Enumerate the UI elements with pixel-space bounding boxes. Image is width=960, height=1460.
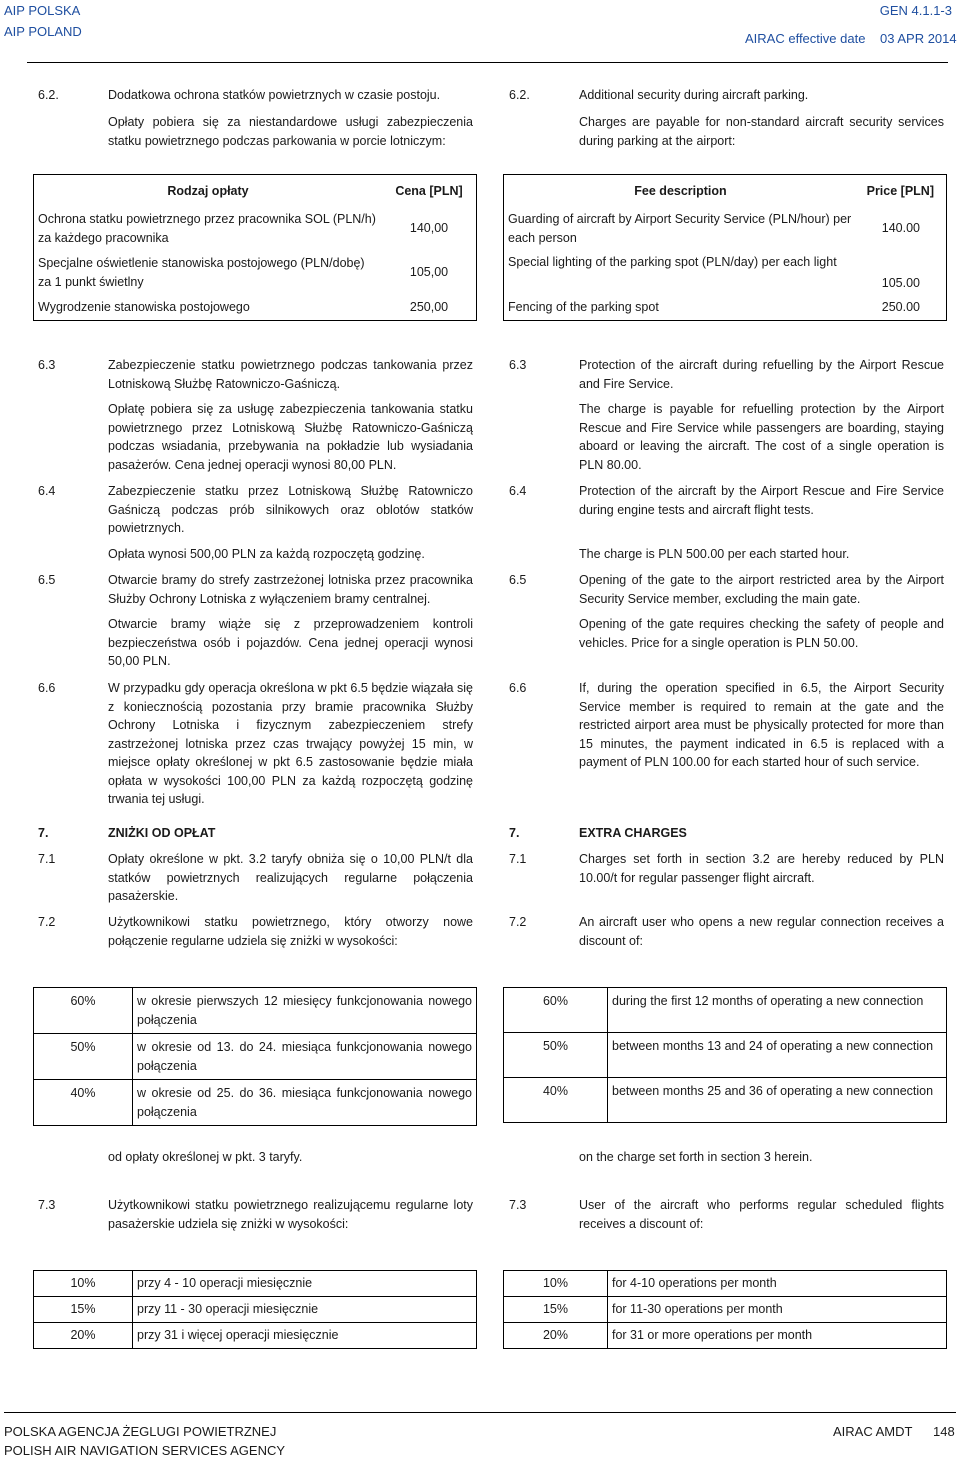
section-heading: EXTRA CHARGES <box>579 826 687 840</box>
discount-description: w okresie od 25. do 36. miesiąca funkcjonowania nowego połączenia <box>133 1080 477 1126</box>
fee-table-en <box>503 174 947 321</box>
section-7-pl <box>38 824 473 948</box>
section-title: Additional security during aircraft parking. <box>579 88 809 102</box>
section-title: Protection of the aircraft by the Airport Rescue and Fire Service during engine tests and aircraft flight tests. <box>579 484 944 517</box>
discount-description: przy 4 - 10 operacji miesięcznie <box>133 1271 477 1297</box>
discount-percent: 15% <box>504 1297 608 1323</box>
discount-percent: 20% <box>504 1323 608 1349</box>
discount-description: for 31 or more operations per month <box>608 1323 947 1349</box>
section-title: Zabezpieczenie statku przez Lotniskową Służbę Ratowniczo Gaśniczą podczas prób silnikowych oraz oblotów statków powietrznych. <box>108 484 473 535</box>
section-title: Zabezpieczenie statku powietrznego podczas tankowania przez Lotniskową Służbę Ratowniczo-Gaśniczą. <box>108 358 473 391</box>
fee-name: Specjalne oświetlenie stanowiska postojowego (PLN/dobę) za 1 punkt świetlny <box>38 256 365 289</box>
fee-price: 250,00 <box>409 300 449 314</box>
fee-price: 105.00 <box>881 276 920 290</box>
section-number: 6.3 <box>509 358 527 372</box>
fee-price: 105,00 <box>409 265 449 280</box>
section-number: 7.2 <box>509 915 527 929</box>
discount-description: during the first 12 months of operating a new connection <box>608 988 947 1033</box>
discount-table-new-connection-en <box>503 987 947 1123</box>
discount-note: on the charge set forth in section 3 herein. <box>579 1150 813 1164</box>
fee-header-type: Rodzaj opłaty <box>167 183 249 198</box>
discount-percent: 20% <box>34 1323 133 1349</box>
section-number: 7.1 <box>38 852 56 866</box>
section-number: 7. <box>38 826 49 840</box>
section-6-2-en <box>509 86 944 146</box>
section-number: 7. <box>509 826 520 840</box>
discount-percent: 40% <box>34 1080 133 1126</box>
discount-percent: 50% <box>34 1034 133 1080</box>
section-number: 6.6 <box>509 681 527 695</box>
discount-percent: 40% <box>504 1078 608 1123</box>
section-7-en <box>509 824 944 948</box>
footer-rule <box>4 1412 956 1413</box>
section-heading: ZNIŻKI OD OPŁAT <box>108 826 216 840</box>
section-7-3-en <box>509 1148 944 1238</box>
discount-note: od opłaty określonej w pkt. 3 taryfy. <box>108 1150 303 1164</box>
footer-page-number: 148 <box>933 1424 955 1439</box>
section-number: 6.5 <box>38 573 56 587</box>
fee-table-pl <box>33 174 477 321</box>
discount-description: between months 25 and 36 of operating a new connection <box>608 1078 947 1123</box>
section-text: Opening of the gate requires checking the safety of people and vehicles. Price for a single operation is PLN 50.00. <box>579 617 944 650</box>
section-text: User of the aircraft who performs regular scheduled flights receives a discount of: <box>579 1198 944 1231</box>
section-text: The charge is PLN 500.00 per each started hour. <box>579 547 850 561</box>
footer-agency-en: POLISH AIR NAVIGATION SERVICES AGENCY <box>4 1443 286 1458</box>
section-number: 6.6 <box>38 681 56 695</box>
discount-percent: 10% <box>34 1271 133 1297</box>
fee-name: Ochrona statku powietrznego przez pracownika SOL (PLN/h) za każdego pracownika <box>38 212 376 245</box>
fee-header-price: Price [PLN] <box>866 183 934 198</box>
section-text: Otwarcie bramy wiąże się z przeprowadzeniem kontroli bezpieczeństwa osób i pojazdów. Cena jednej operacji wynosi 50,00 PLN. <box>108 617 473 668</box>
section-number: 7.3 <box>509 1198 527 1212</box>
section-title: Protection of the aircraft during refuelling by the Airport Rescue and Fire Service. <box>579 358 944 391</box>
section-number: 6.5 <box>509 573 527 587</box>
discount-percent: 60% <box>34 988 133 1034</box>
header-effective-date: 03 APR 2014 <box>880 31 957 46</box>
discount-description: w okresie pierwszych 12 miesięcy funkcjonowania nowego połączenia <box>133 988 477 1034</box>
section-text: Opłaty określone w pkt. 3.2 taryfy obniża się o 10,00 PLN/t dla statków powietrznych realizujących regularne połączenia pasażerskie. <box>108 852 473 903</box>
section-text: The charge is payable for refuelling protection by the Airport Rescue and Fire Service while passengers are boarding, staying aboard or leaving the aircraft. The cost of a single operation is PLN 80.00. <box>579 402 944 472</box>
fee-name: Special lighting of the parking spot (PLN/day) per each light <box>508 254 837 269</box>
section-text: Opłatę pobiera się za usługę zabezpieczenia tankowania statku powietrznego przez Lotniskową Służbę Ratowniczo-Gaśniczą podczas wsiadania, przebywania na pokładzie lub wysiadania pasażerów. Cena jednej operacji wynosi 80,00 PLN. <box>108 402 473 472</box>
section-number: 6.4 <box>38 484 56 498</box>
header-aip-polska: AIP POLSKA <box>4 3 81 18</box>
discount-percent: 60% <box>504 988 608 1033</box>
discount-description: between months 13 and 24 of operating a new connection <box>608 1033 947 1078</box>
fee-price: 140,00 <box>409 221 449 236</box>
footer-agency-pl: POLSKA AGENCJA ŻEGLUGI POWIETRZNEJ <box>4 1424 277 1439</box>
section-7-3-pl <box>38 1148 473 1238</box>
fee-header-description: Fee description <box>634 183 727 198</box>
section-text: Użytkownikowi statku powietrznego, który otworzy nowe połączenie regularne udziela się zniżki w wysokości: <box>108 915 473 948</box>
section-number: 7.3 <box>38 1198 56 1212</box>
section-text: If, during the operation specified in 6.5, the Airport Security Service member is required to remain at the gate and the restricted airport area must be physically protected for more than 15 minutes, the payment indicated in 6.5 is replaced with a payment of PLN 100.00 for each started hour of such service. <box>579 681 944 769</box>
discount-percent: 15% <box>34 1297 133 1323</box>
section-text: Opłaty pobiera się za niestandardowe usługi zabezpieczenia statku powietrznego podczas parkowania w porcie lotniczym: <box>108 115 473 148</box>
section-number: 6.4 <box>509 484 527 498</box>
section-text: An aircraft user who opens a new regular connection receives a discount of: <box>579 915 944 948</box>
section-number: 6.2. <box>509 88 530 102</box>
fee-header-price: Cena [PLN] <box>395 183 463 198</box>
discount-table-regular-flights-en <box>503 1270 947 1349</box>
header-page-ref: GEN 4.1.1-3 <box>879 3 952 18</box>
section-number: 7.1 <box>509 852 527 866</box>
discount-description: for 4-10 operations per month <box>608 1271 947 1297</box>
fee-price: 140.00 <box>881 221 920 236</box>
discount-description: for 11-30 operations per month <box>608 1297 947 1323</box>
fee-name: Wygrodzenie stanowiska postojowego <box>38 300 250 314</box>
section-text: Charges are payable for non-standard aircraft security services during parking at the airport: <box>579 115 944 148</box>
header-aip-poland: AIP POLAND <box>4 24 82 39</box>
section-title: Opening of the gate to the airport restricted area by the Airport Security Service member, excluding the main gate. <box>579 573 944 606</box>
fee-name: Guarding of aircraft by Airport Security Service (PLN/hour) per each person <box>508 212 852 245</box>
section-title: Dodatkowa ochrona statków powietrznych w czasie postoju. <box>108 88 441 102</box>
section-number: 6.3 <box>38 358 56 372</box>
section-number: 7.2 <box>38 915 56 929</box>
discount-table-new-connection-pl <box>33 987 477 1126</box>
discount-description: przy 11 - 30 operacji miesięcznie <box>133 1297 477 1323</box>
discount-table-regular-flights-pl <box>33 1270 477 1349</box>
section-text: W przypadku gdy operacja określona w pkt 6.5 będzie wiązała się z koniecznością pozostania przy bramie pracownika Służby Ochrony Lotniska i fizycznym zabezpieczeniem strefy zastrzeżonej lotniska przez czas trwający powyżej 15 min, w miejsce opłaty określonej w pkt 6.5 zastosowanie będzie miała opłata w wysokości 100,00 PLN za każdą rozpoczętą godzinę trwania tej usługi. <box>108 681 473 806</box>
header-effective-label: AIRAC effective date <box>745 31 866 46</box>
section-title: Otwarcie bramy do strefy zastrzeżonej lotniska przez pracownika Służby Ochrony Lotniska z wyłączeniem bramy centralnej. <box>108 573 473 606</box>
section-text: Charges set forth in section 3.2 are hereby reduced by PLN 10.00/t for regular passenger flight aircraft. <box>579 852 944 885</box>
sections-6-3-6-6-en <box>509 356 944 796</box>
discount-percent: 50% <box>504 1033 608 1078</box>
discount-description: przy 31 i więcej operacji miesięcznie <box>133 1323 477 1349</box>
sections-6-3-6-6-pl <box>38 356 473 806</box>
section-text: Opłata wynosi 500,00 PLN za każdą rozpoczętą godzinę. <box>108 547 425 561</box>
discount-description: w okresie od 13. do 24. miesiąca funkcjonowania nowego połączenia <box>133 1034 477 1080</box>
section-text: Użytkownikowi statku powietrznego realizującemu regularne loty pasażerskie udziela się zniżki w wysokości: <box>108 1198 473 1231</box>
fee-price: 250.00 <box>881 300 920 314</box>
fee-name: Fencing of the parking spot <box>508 300 659 314</box>
section-6-2-pl <box>38 86 473 146</box>
section-number: 6.2. <box>38 88 59 102</box>
header-rule <box>27 62 948 63</box>
discount-percent: 10% <box>504 1271 608 1297</box>
footer-amdt-label: AIRAC AMDT <box>833 1424 913 1439</box>
